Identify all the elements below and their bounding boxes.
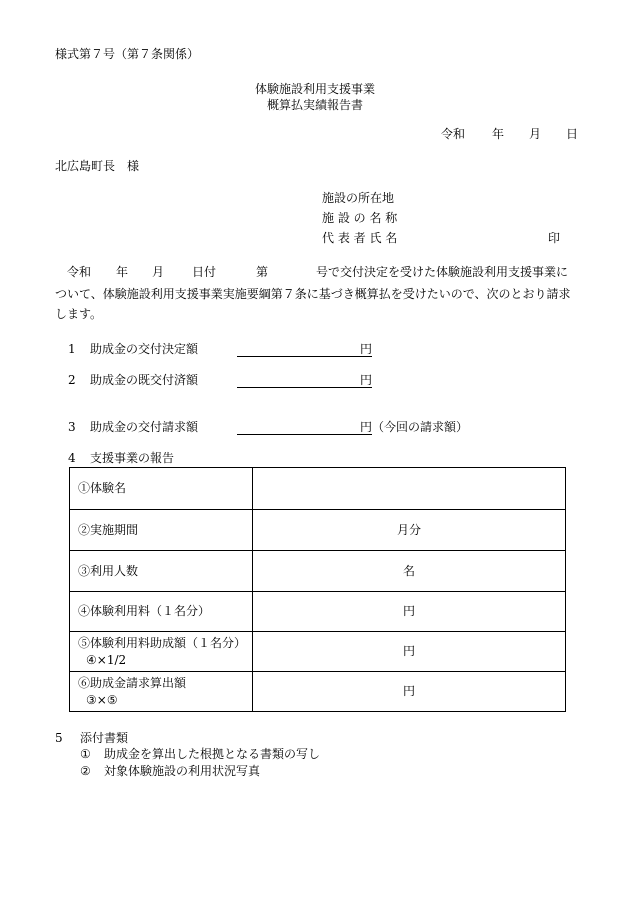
- body-month: 月: [152, 265, 165, 279]
- table-row: [70, 510, 566, 551]
- row-value: 円: [253, 632, 566, 672]
- body-era: 令和: [67, 265, 92, 279]
- row-label: [70, 632, 253, 672]
- body-line-3: します。: [55, 307, 103, 321]
- body-number-prefix: 第: [256, 265, 269, 279]
- item-unit: 円: [360, 373, 373, 387]
- row-label: ①体験名: [70, 468, 253, 510]
- attachment-2-number: ②: [80, 764, 91, 778]
- amount-underline: [237, 356, 372, 357]
- body-line-1-rest: 号で交付決定を受けた体験施設利用支援事業に: [316, 265, 569, 279]
- row-label: [70, 672, 253, 712]
- table-row: [70, 551, 566, 592]
- item-label: 助成金の既交付済額: [90, 373, 199, 387]
- row-value: 円: [253, 592, 566, 632]
- facility-name-label: 施 設 の 名 称: [322, 211, 398, 225]
- item-number: 3: [68, 420, 76, 434]
- row-value: 名: [253, 551, 566, 592]
- row-label: ②実施期間: [70, 510, 253, 551]
- row-value: 円: [253, 672, 566, 712]
- attachment-2-text: 対象体験施設の利用状況写真: [104, 764, 261, 778]
- title-line-1: 体験施設利用支援事業: [254, 82, 375, 96]
- amount-underline: [237, 434, 372, 435]
- row-label-main: ⑤体験利用料助成額（１名分）: [78, 635, 247, 650]
- row-value: 月分: [253, 510, 566, 551]
- table-row: [70, 468, 566, 510]
- row-label: ③利用人数: [70, 551, 253, 592]
- table-row: [70, 632, 566, 672]
- item-number: 1: [68, 342, 76, 356]
- body-line-2: ついて、体験施設利用支援事業実施要綱第７条に基づき概算払を受けたいので、次のとおり請求: [55, 287, 571, 301]
- date-era: 令和: [441, 127, 466, 141]
- item-label: 助成金の交付請求額: [90, 420, 199, 434]
- facility-address-label: 施設の所在地: [322, 191, 395, 205]
- item-label: 助成金の交付決定額: [90, 342, 199, 356]
- attachment-1-text: 助成金を算出した根拠となる書類の写し: [104, 747, 321, 761]
- row-label-formula: ③×⑤: [86, 692, 118, 707]
- report-heading: 支援事業の報告: [90, 451, 175, 465]
- attachments-heading: 添付書類: [80, 731, 129, 745]
- item-number: 2: [68, 373, 76, 387]
- body-day: 日付: [192, 265, 217, 279]
- form-number: 様式第７号（第７条関係）: [55, 47, 200, 61]
- table-row: [70, 672, 566, 712]
- item-unit: 円: [360, 420, 373, 434]
- row-label-formula: ④×1/2: [86, 652, 127, 667]
- seal-mark: 印: [548, 231, 561, 245]
- body-year: 年: [116, 265, 129, 279]
- table-row: [70, 592, 566, 632]
- row-label: ④体験利用料（１名分）: [70, 592, 253, 632]
- item-unit: 円: [360, 342, 373, 356]
- addressee: 北広島町長 様: [55, 159, 140, 173]
- item-note: （今回の請求額）: [372, 420, 469, 434]
- report-heading-number: 4: [68, 451, 76, 465]
- attachments-heading-number: 5: [55, 731, 63, 745]
- row-label-main: ⑥助成金請求算出額: [78, 675, 187, 690]
- row-value: [253, 468, 566, 510]
- representative-name-label: 代 表 者 氏 名: [322, 231, 398, 245]
- attachment-1-number: ①: [80, 747, 91, 761]
- date-day: 日: [566, 127, 579, 141]
- report-table: [69, 467, 566, 712]
- date-year: 年: [492, 127, 505, 141]
- amount-underline: [237, 387, 372, 388]
- title-line-2: 概算払実績報告書: [266, 98, 363, 112]
- date-month: 月: [529, 127, 542, 141]
